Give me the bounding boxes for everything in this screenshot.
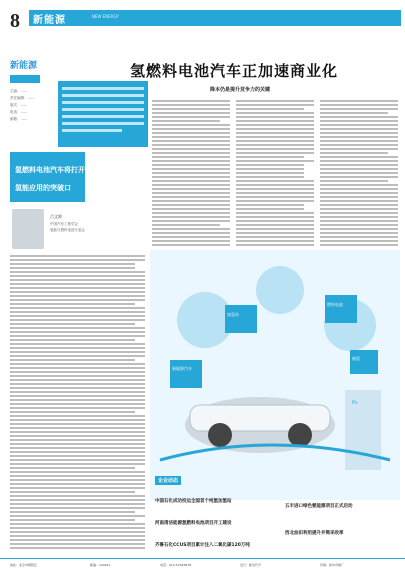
- header-subtitle: NEW ENERGY: [92, 14, 119, 19]
- text-line: [320, 100, 398, 102]
- text-line: [10, 451, 145, 453]
- text-line: [236, 124, 314, 126]
- author-role: 中国汽车工程学会: [50, 222, 78, 226]
- text-line: [10, 463, 145, 465]
- text-line: [320, 208, 398, 210]
- text-line: [10, 495, 145, 497]
- text-line: [10, 483, 145, 485]
- text-line: [236, 208, 304, 210]
- left-panel: [10, 152, 85, 202]
- text-line: [236, 244, 314, 246]
- illustration-label: 加氢站: [227, 312, 239, 317]
- text-line: [10, 339, 135, 341]
- author-name: 吕文婷: [50, 214, 62, 219]
- text-line: [10, 499, 145, 501]
- text-line: [152, 232, 230, 234]
- text-line: [236, 184, 314, 186]
- text-line: [236, 128, 314, 130]
- text-line: [10, 531, 145, 533]
- text-line: [320, 188, 398, 190]
- text-line: [10, 323, 135, 325]
- text-line: [236, 240, 314, 242]
- hydrogen-illustration: [150, 250, 400, 500]
- text-line: [236, 120, 314, 122]
- text-line: [152, 124, 230, 126]
- text-line: [320, 108, 398, 110]
- text-line: [152, 128, 230, 130]
- text-line: [10, 427, 145, 429]
- meta-line: 责任编辑：……: [10, 96, 35, 100]
- meta-line: 主编：……: [10, 89, 28, 93]
- header-band: [29, 10, 401, 26]
- text-line: [10, 415, 145, 417]
- text-line: [320, 148, 398, 150]
- text-line: [152, 156, 230, 158]
- text-line: [152, 204, 230, 206]
- text-line: [10, 439, 145, 441]
- footer-item: 电话：010-12345678: [160, 563, 192, 567]
- text-line: [236, 232, 314, 234]
- text-line: [10, 515, 145, 517]
- text-line: [152, 216, 230, 218]
- footer-item: 印刷：新华印刷厂: [320, 563, 345, 567]
- text-line: [152, 108, 230, 110]
- text-line: [10, 331, 145, 333]
- text-line: [10, 303, 135, 305]
- text-line: [320, 224, 398, 226]
- text-line: [320, 144, 398, 146]
- text-line: [10, 267, 135, 269]
- text-line: [10, 511, 135, 513]
- left-panel-title: 氢燃料电池汽车将打开: [15, 166, 85, 174]
- text-line: [10, 523, 145, 525]
- text-line: [10, 459, 145, 461]
- text-line: [10, 255, 145, 257]
- text-line: [10, 403, 145, 405]
- text-line: [320, 216, 398, 218]
- section-underline: [10, 75, 40, 83]
- news-headline: 西北油田利用提升井筒采收率: [285, 531, 344, 536]
- text-line: [320, 220, 398, 222]
- text-line: [152, 148, 230, 150]
- text-line: [10, 407, 145, 409]
- text-line: [320, 196, 398, 198]
- text-line: [152, 188, 230, 190]
- text-line: [10, 547, 145, 549]
- text-line: [320, 212, 398, 214]
- news-section-label: 企业动态: [155, 476, 181, 485]
- author-role: 氢能与燃料电池专委会: [50, 228, 85, 232]
- text-line: [236, 116, 314, 118]
- text-line: [152, 144, 230, 146]
- text-line: [10, 367, 145, 369]
- text-line: [10, 275, 145, 277]
- text-line: [236, 164, 304, 166]
- text-line: [236, 144, 314, 146]
- text-line: [320, 128, 398, 130]
- text-line: [152, 116, 230, 118]
- author-portrait: [12, 209, 44, 249]
- text-line: [10, 375, 145, 377]
- text-line: [236, 188, 314, 190]
- news-headline: 中国石化成功投运全国首个纯氢加氢站: [155, 499, 232, 504]
- text-line: [320, 232, 398, 234]
- news-headline: 五丰进口绿色氨能源项目正式启动: [285, 504, 353, 509]
- news-headline: 河南清洁能源氢燃料电池项目开工建设: [155, 521, 232, 526]
- text-line: [152, 112, 230, 114]
- text-line: [236, 160, 314, 162]
- text-line: [10, 419, 145, 421]
- text-line: [10, 347, 145, 349]
- text-line: [10, 539, 145, 541]
- text-line: [152, 220, 230, 222]
- text-line: [10, 279, 145, 281]
- text-line: [10, 307, 145, 309]
- text-line: [236, 148, 314, 150]
- subheadline: 降本仍是提升竞争力的关键: [210, 87, 271, 93]
- text-line: [236, 172, 304, 174]
- text-line: [236, 140, 314, 142]
- text-line: [152, 140, 230, 142]
- text-line: [236, 112, 314, 114]
- text-line: [10, 343, 145, 345]
- footer-item: 邮编：100011: [90, 563, 111, 567]
- text-line: [236, 104, 314, 106]
- page-number: 8: [10, 10, 20, 32]
- meta-line: 邮箱：……: [10, 117, 28, 121]
- text-line: [236, 152, 314, 154]
- text-line: [152, 120, 220, 122]
- text-line: [152, 192, 230, 194]
- meta-line: 版式：……: [10, 103, 28, 107]
- text-line: [320, 180, 388, 182]
- text-line: [152, 180, 230, 182]
- text-line: [152, 132, 230, 134]
- text-line: [320, 116, 398, 118]
- text-line: [236, 176, 304, 178]
- text-line: [152, 168, 230, 170]
- illustration-label: 新能源汽车: [172, 366, 192, 371]
- text-line: [152, 136, 230, 138]
- text-line: [236, 180, 314, 182]
- text-line: [152, 236, 230, 238]
- text-line: [10, 535, 145, 537]
- text-line: [320, 204, 398, 206]
- text-line: [236, 216, 314, 218]
- section-label: 新能源: [10, 61, 38, 71]
- text-line: [152, 172, 230, 174]
- text-line: [236, 196, 314, 198]
- text-line: [320, 160, 398, 162]
- text-line: [10, 263, 135, 265]
- text-line: [10, 479, 145, 481]
- text-line: [152, 164, 230, 166]
- text-line: [320, 132, 398, 134]
- text-line: [152, 184, 230, 186]
- text-line: [10, 467, 135, 469]
- text-line: [236, 212, 314, 214]
- text-line: [320, 152, 388, 154]
- text-line: [236, 156, 304, 158]
- text-line: [320, 136, 398, 138]
- text-line: [320, 156, 398, 158]
- text-line: [10, 475, 145, 477]
- footer-item: 地址：北京市朝阳区: [10, 563, 38, 567]
- text-line: [236, 168, 304, 170]
- text-line: [236, 236, 314, 238]
- text-line: [236, 136, 314, 138]
- header-title: 新能源: [33, 15, 66, 26]
- text-line: [152, 100, 230, 102]
- text-line: [10, 491, 135, 493]
- text-line: [320, 240, 398, 242]
- text-line: [320, 124, 398, 126]
- illustration-label: 储氢: [352, 356, 360, 361]
- text-line: [152, 224, 220, 226]
- text-line: [320, 200, 398, 202]
- text-line: [10, 443, 145, 445]
- text-line: [236, 100, 314, 102]
- text-line: [10, 291, 145, 293]
- text-line: [10, 487, 145, 489]
- text-line: [10, 391, 145, 393]
- text-line: [236, 228, 314, 230]
- text-line: [236, 224, 314, 226]
- text-line: [10, 295, 145, 297]
- news-headline: 齐鲁石化CCUS项目累计注入二氧化碳120万吨: [155, 543, 250, 548]
- text-line: [320, 236, 398, 238]
- text-line: [10, 423, 145, 425]
- text-line: [10, 259, 145, 261]
- text-line: [10, 503, 145, 505]
- footer-item: 发行：邮发代号: [240, 563, 262, 567]
- illustration-label: 燃料电池: [327, 302, 343, 307]
- text-line: [10, 383, 145, 385]
- text-line: [10, 311, 145, 313]
- text-line: [152, 200, 230, 202]
- text-line: [152, 160, 230, 162]
- text-line: [152, 104, 230, 106]
- text-line: [10, 287, 145, 289]
- text-line: [10, 359, 135, 361]
- text-line: [10, 507, 145, 509]
- footer: [0, 558, 405, 576]
- text-line: [320, 120, 398, 122]
- text-line: [236, 192, 314, 194]
- text-line: [152, 212, 230, 214]
- text-line: [10, 355, 145, 357]
- text-line: [10, 519, 135, 521]
- meta-line: 电话：……: [10, 110, 28, 114]
- text-line: [10, 447, 145, 449]
- text-line: [10, 319, 145, 321]
- left-panel-title: 氢能应用的突破口: [15, 184, 71, 192]
- intro-box: [58, 81, 148, 147]
- text-line: [236, 204, 304, 206]
- text-line: [320, 192, 398, 194]
- text-line: [10, 435, 145, 437]
- text-line: [10, 315, 145, 317]
- text-line: [10, 471, 145, 473]
- text-line: [320, 172, 398, 174]
- text-line: [320, 168, 398, 170]
- text-line: [10, 395, 145, 397]
- text-line: [10, 543, 145, 545]
- text-line: [10, 271, 145, 273]
- text-line: [10, 527, 145, 529]
- text-line: [152, 240, 230, 242]
- text-line: [236, 108, 304, 110]
- text-line: [320, 112, 388, 114]
- text-line: [152, 152, 230, 154]
- text-line: [320, 140, 398, 142]
- text-line: [10, 371, 145, 373]
- illustration-label: H₂: [352, 400, 358, 406]
- text-line: [10, 399, 145, 401]
- text-line: [10, 335, 145, 337]
- text-line: [236, 132, 314, 134]
- text-line: [236, 200, 314, 202]
- text-line: [10, 455, 145, 457]
- text-line: [152, 244, 230, 246]
- text-line: [320, 104, 398, 106]
- text-line: [152, 176, 230, 178]
- text-line: [320, 228, 398, 230]
- text-line: [10, 283, 145, 285]
- text-line: [320, 164, 398, 166]
- text-line: [10, 351, 145, 353]
- text-line: [152, 196, 230, 198]
- text-line: [236, 220, 314, 222]
- text-line: [320, 244, 398, 246]
- text-line: [10, 363, 145, 365]
- text-line: [10, 387, 145, 389]
- text-line: [10, 379, 145, 381]
- text-line: [10, 299, 145, 301]
- text-line: [152, 208, 230, 210]
- text-line: [10, 327, 145, 329]
- text-line: [10, 431, 145, 433]
- text-line: [10, 411, 135, 413]
- text-line: [320, 176, 398, 178]
- text-line: [320, 184, 398, 186]
- headline: 氢燃料电池汽车正加速商业化: [130, 62, 339, 80]
- text-line: [152, 228, 230, 230]
